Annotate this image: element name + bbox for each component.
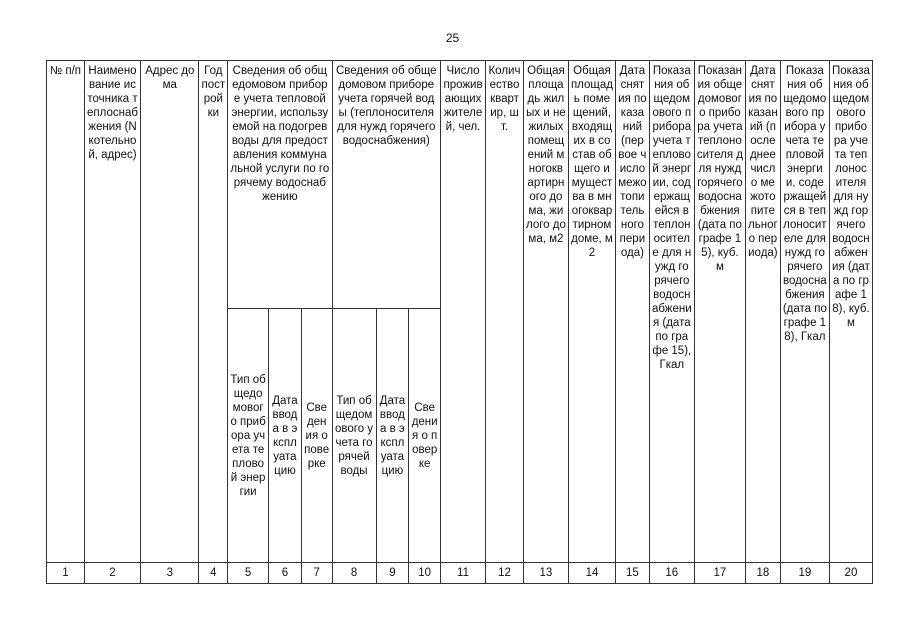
header-cell-4: Год постройки xyxy=(199,61,228,563)
column-number: 19 xyxy=(780,563,829,584)
header-cell-12: Количество квартир, шт. xyxy=(486,61,524,563)
column-number: 17 xyxy=(694,563,745,584)
header-cell-16: Показания общедомового прибора учета тепловой энергии, содержащейся в теплоносителе для нужд горячего водоснабжения (дата по графе 15), Гкал xyxy=(649,61,694,563)
column-number: 2 xyxy=(84,563,140,584)
header-cell-10: Сведения о поверке xyxy=(409,309,441,563)
column-number-row xyxy=(47,563,873,584)
header-group-water-meter: Сведения об общедомовом приборе учета горячей воды (теплоносителя для нужд горячего водоснабжения) xyxy=(332,61,440,309)
column-number: 20 xyxy=(829,563,872,584)
header-cell-15: Дата снятия показаний (первое число межотопительного периода) xyxy=(616,61,650,563)
column-number: 11 xyxy=(441,563,486,584)
column-number: 16 xyxy=(649,563,694,584)
header-group-heat-meter: Сведения об общедомовом приборе учета тепловой энергии, используемой на подогрев воды для предоставления коммунальной услуги по горячему водоснабжению xyxy=(228,61,332,309)
header-cell-17: Показания общедомового прибора учета теплоносителя для нужд горячего водоснабжения (дата по графе 15), куб. м xyxy=(694,61,745,563)
column-number: 18 xyxy=(745,563,780,584)
data-table xyxy=(46,60,873,584)
column-number: 1 xyxy=(47,563,85,584)
header-cell-7: Сведения о поверке xyxy=(301,309,332,563)
header-cell-11: Число проживающих жителей, чел. xyxy=(441,61,486,563)
header-row-top xyxy=(47,61,873,309)
header-cell-1: № п/п xyxy=(47,61,85,563)
column-number: 15 xyxy=(616,563,650,584)
header-cell-6: Дата ввода в эксплуатацию xyxy=(269,309,302,563)
header-cell-8: Тип общедомового учета горячей воды xyxy=(332,309,376,563)
page-number: 25 xyxy=(445,31,460,45)
column-number: 5 xyxy=(228,563,269,584)
column-number: 7 xyxy=(301,563,332,584)
header-cell-19: Показания общедомового прибора учета тепловой энергии, содержащейся в теплоносителе для нужд горячего водоснабжения (дата по графе 18), Гкал xyxy=(780,61,829,563)
header-cell-18: Дата снятия показаний (последнее число межотопительного периода) xyxy=(745,61,780,563)
header-cell-20: Показания общедомового прибора учета теплоносителя для нужд горячего водоснабжения (дата по графе 18), куб. м xyxy=(829,61,872,563)
header-cell-14: Общая площадь помещений, входящих в состав общего имущества в многоквартирном доме, м2 xyxy=(568,61,615,563)
column-number: 4 xyxy=(199,563,228,584)
header-cell-9: Дата ввода в эксплуатацию xyxy=(376,309,409,563)
column-number: 6 xyxy=(269,563,302,584)
column-number: 10 xyxy=(409,563,441,584)
header-cell-5: Тип общедомового прибора учета тепловой энергии xyxy=(228,309,269,563)
column-number: 14 xyxy=(568,563,615,584)
header-cell-13: Общая площадь жилых и нежилых помещений многоквартирного дома, жилого дома, м2 xyxy=(523,61,568,563)
column-number: 9 xyxy=(376,563,409,584)
header-cell-2: Наименование источника теплоснабжения (N котельной, адрес) xyxy=(84,61,140,563)
column-number: 13 xyxy=(523,563,568,584)
column-number: 3 xyxy=(141,563,199,584)
header-cell-3: Адрес дома xyxy=(141,61,199,563)
column-number: 8 xyxy=(332,563,376,584)
column-number: 12 xyxy=(486,563,524,584)
